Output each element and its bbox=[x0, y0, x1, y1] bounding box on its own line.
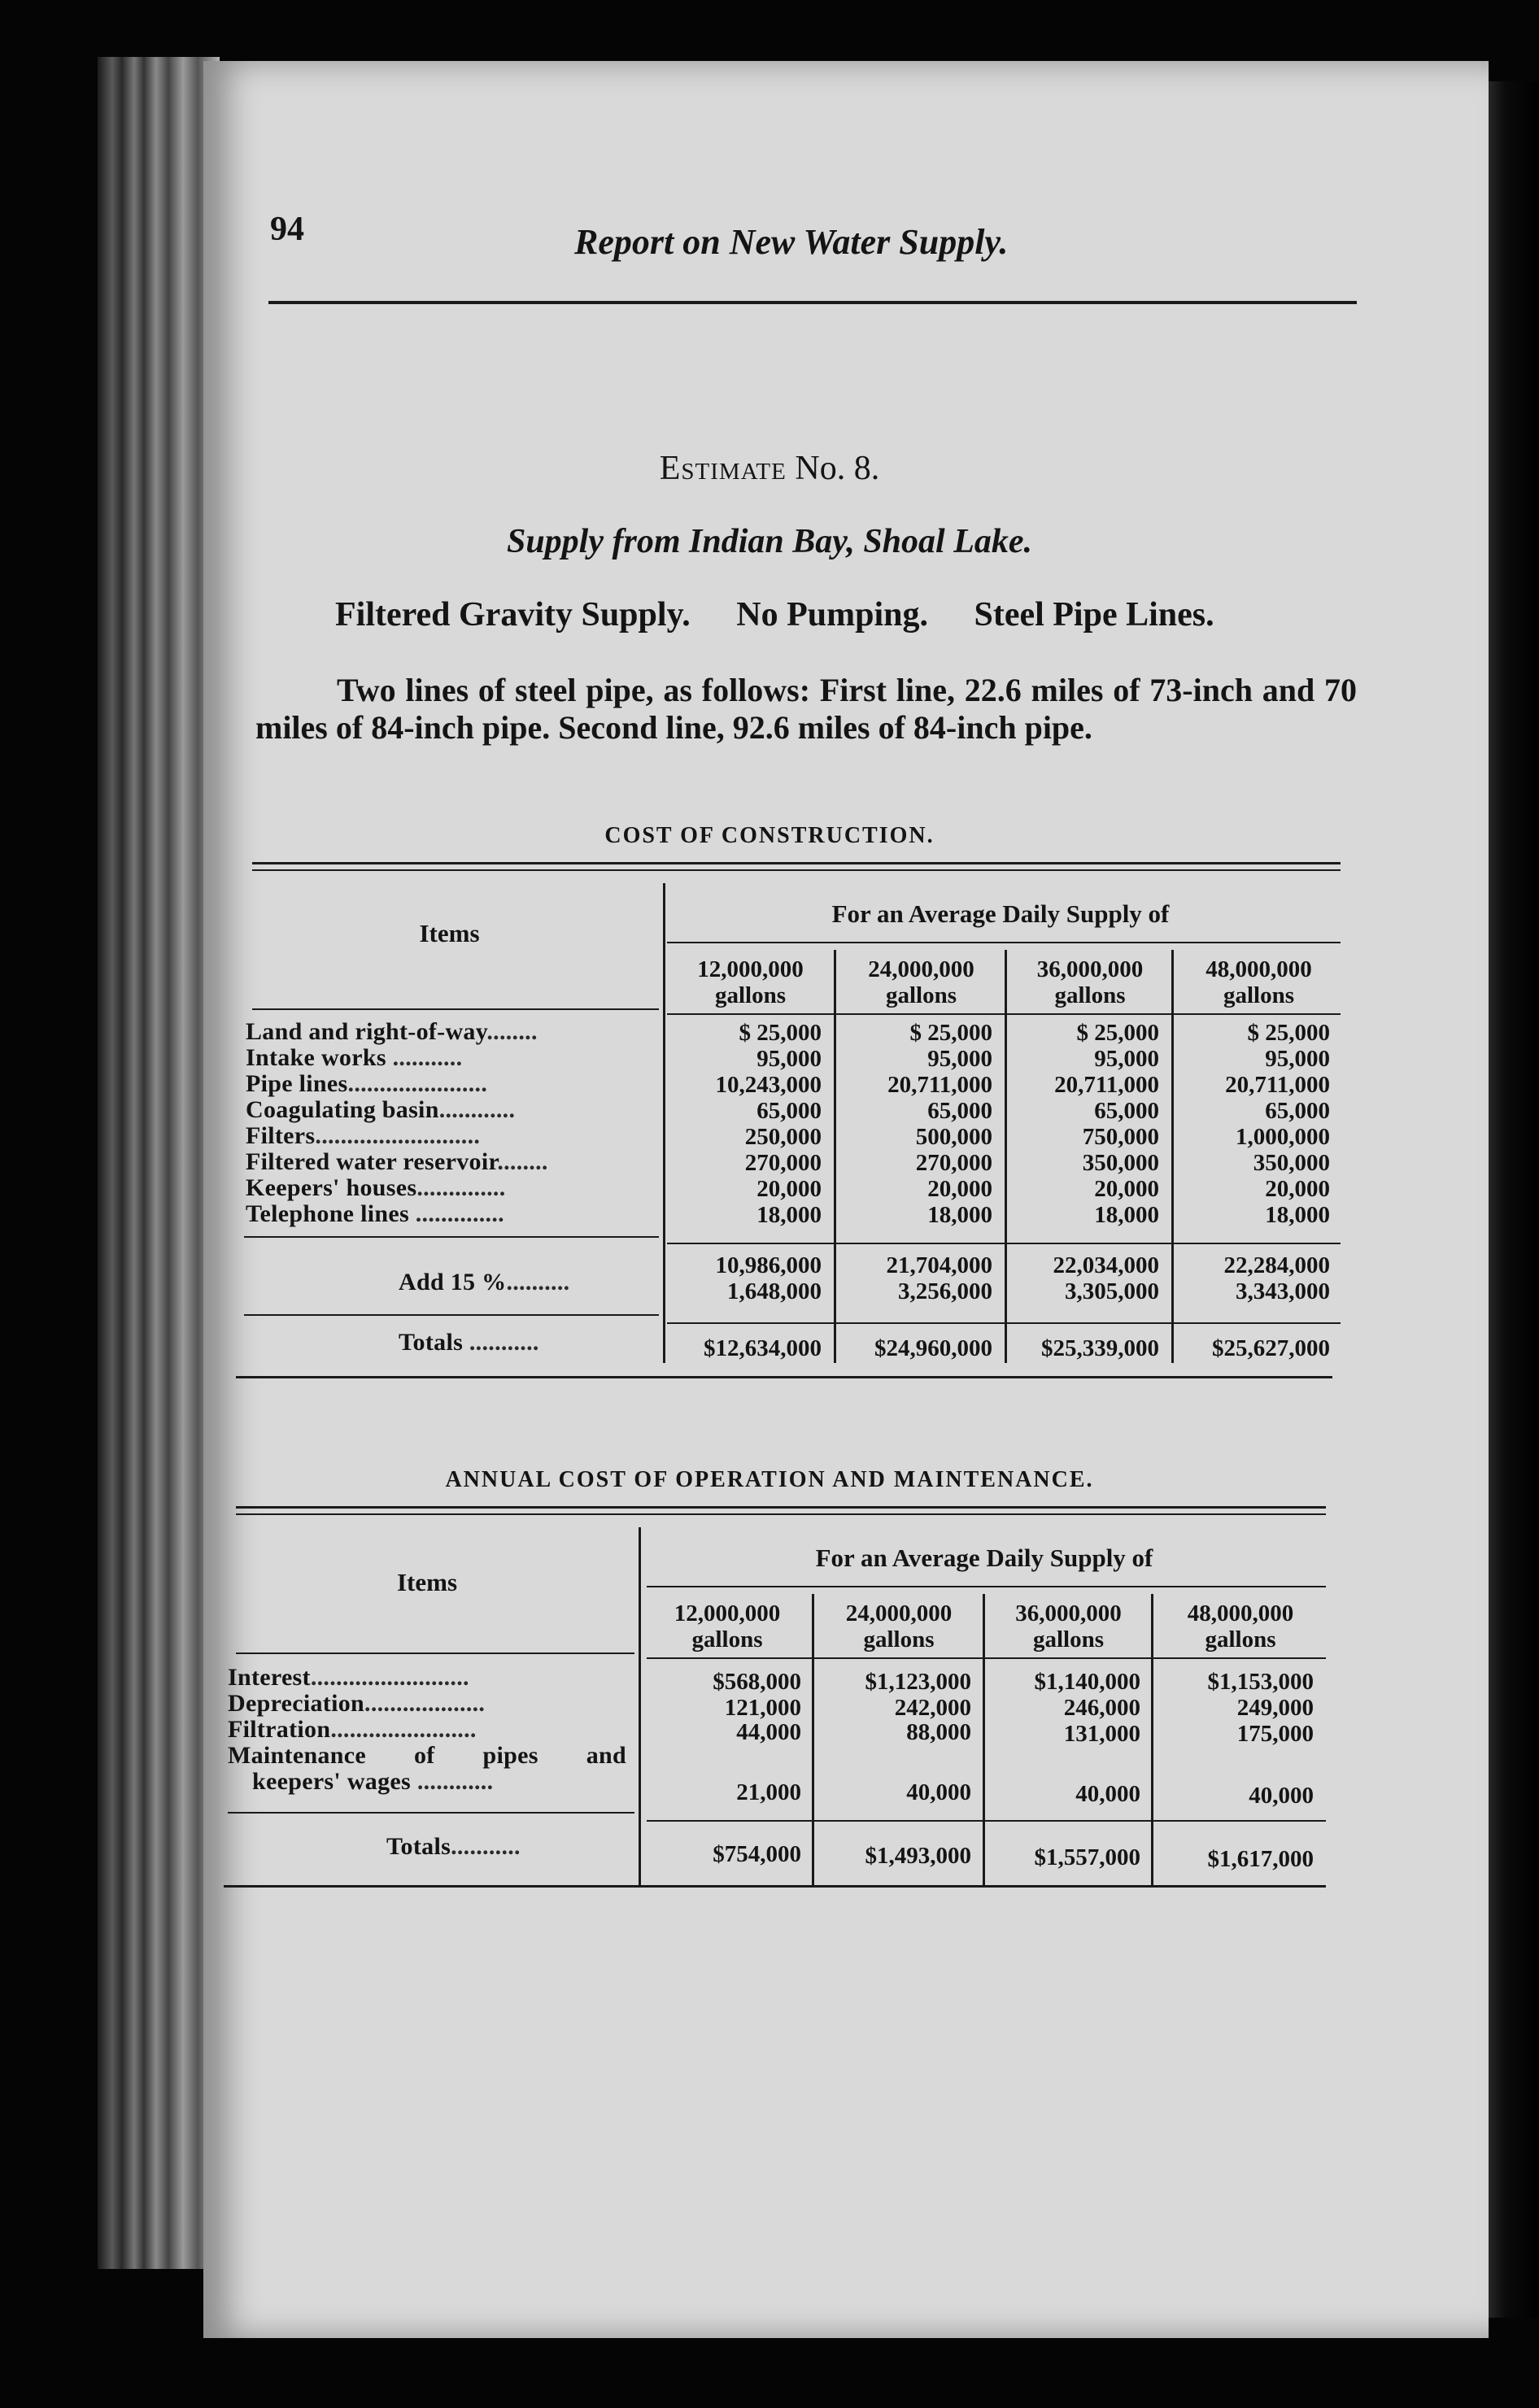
cell-value: 18,000 bbox=[1094, 1202, 1159, 1228]
supply-type-filtered: Filtered Gravity Supply. bbox=[335, 596, 691, 634]
row-label bbox=[246, 1122, 480, 1150]
items-header: Items bbox=[396, 1568, 458, 1596]
totals-text: Totals bbox=[399, 1329, 464, 1356]
column-unit: gallons bbox=[1054, 982, 1126, 1008]
supply-source-heading: Supply from Indian Bay, Shoal Lake. bbox=[506, 523, 1033, 560]
total-value: $25,627,000 bbox=[1212, 1335, 1330, 1361]
cell-value: 65,000 bbox=[927, 1098, 992, 1124]
column-header-3 bbox=[1009, 956, 1171, 1008]
cell-value: 20,000 bbox=[927, 1176, 992, 1202]
column-header-2 bbox=[815, 1600, 983, 1653]
row-label-text: Filters bbox=[246, 1122, 316, 1149]
column-unit: gallons bbox=[863, 1626, 935, 1653]
book-page-edges bbox=[98, 57, 220, 2269]
cell-value: 249,000 bbox=[1236, 1695, 1314, 1721]
cell-value: 20,711,000 bbox=[1054, 1072, 1159, 1098]
column-header-3 bbox=[986, 1600, 1151, 1653]
leader-dots: ....................... bbox=[330, 1716, 477, 1743]
row-label bbox=[246, 1018, 538, 1046]
row-label bbox=[228, 1716, 477, 1744]
pipe-description: Two lines of steel pipe, as follows: First line, 22.6 miles of 73-inch and 70 miles of 84-inch pipe. Second line, 92.6 miles of 84-inch pipe. bbox=[255, 672, 1357, 746]
construction-table bbox=[244, 862, 1342, 1439]
row-label-text: Keepers' houses bbox=[246, 1174, 417, 1201]
total-value: $24,960,000 bbox=[874, 1335, 992, 1361]
row-label bbox=[228, 1690, 485, 1718]
cell-value: 20,000 bbox=[1265, 1176, 1330, 1202]
row-label bbox=[246, 1096, 515, 1124]
column-unit: gallons bbox=[1205, 1626, 1276, 1653]
column-volume: 36,000,000 bbox=[1015, 1600, 1122, 1626]
totals-rule bbox=[667, 1322, 1341, 1324]
cell-value: 95,000 bbox=[1094, 1046, 1159, 1072]
row-label-text: Intake works bbox=[246, 1044, 386, 1071]
row-label bbox=[246, 1044, 462, 1072]
cell-value: $ 25,000 bbox=[1076, 1020, 1159, 1046]
cell-value: $1,140,000 bbox=[1034, 1669, 1140, 1695]
leader-dots: .............. bbox=[416, 1174, 506, 1201]
row-label bbox=[246, 1174, 506, 1202]
cell-value: 121,000 bbox=[724, 1695, 801, 1721]
cell-value: 65,000 bbox=[756, 1098, 822, 1124]
row-label bbox=[246, 1200, 504, 1228]
header-rule bbox=[268, 301, 1357, 304]
add-percent-value: 3,343,000 bbox=[1236, 1278, 1330, 1304]
total-value: $25,339,000 bbox=[1041, 1335, 1159, 1361]
leader-dots: .......... bbox=[506, 1269, 570, 1295]
subtotal-value: 22,284,000 bbox=[1223, 1252, 1330, 1278]
estimate-title bbox=[0, 449, 1539, 488]
cell-value: $ 25,000 bbox=[1247, 1020, 1330, 1046]
table-bottom-rule bbox=[224, 1885, 1326, 1888]
total-value: $1,493,000 bbox=[865, 1843, 971, 1869]
leader-dots: ...................... bbox=[347, 1070, 488, 1097]
column-volume: 24,000,000 bbox=[845, 1600, 953, 1626]
cell-value: 270,000 bbox=[744, 1150, 822, 1176]
column-unit: gallons bbox=[1032, 1626, 1105, 1653]
cell-value: 18,000 bbox=[1265, 1202, 1330, 1228]
span-header: For an Average Daily Supply of bbox=[831, 899, 1170, 928]
cell-value: 88,000 bbox=[906, 1719, 971, 1745]
leader-dots: ........ bbox=[486, 1018, 538, 1045]
column-divider bbox=[1005, 950, 1007, 1363]
leader-dots: ........ bbox=[497, 1148, 548, 1175]
cell-value: 20,000 bbox=[756, 1176, 822, 1202]
construction-title: COST OF CONSTRUCTION. bbox=[604, 823, 935, 848]
running-head: Report on New Water Supply. bbox=[574, 222, 1009, 262]
leader-dots: .............. bbox=[415, 1200, 504, 1227]
header-rule bbox=[667, 1013, 1341, 1015]
cell-value: 40,000 bbox=[1075, 1781, 1140, 1807]
column-volume: 36,000,000 bbox=[1036, 956, 1144, 982]
row-label-text: Pipe lines bbox=[246, 1070, 348, 1097]
supply-type-pipe: Steel Pipe Lines. bbox=[974, 596, 1214, 634]
cell-value: 95,000 bbox=[927, 1046, 992, 1072]
column-volume: 12,000,000 bbox=[674, 1600, 781, 1626]
subtotal-rule bbox=[244, 1236, 659, 1238]
cell-value: $1,153,000 bbox=[1207, 1669, 1314, 1695]
page-number: 94 bbox=[270, 211, 304, 248]
totals-rule bbox=[244, 1314, 659, 1316]
column-header-4 bbox=[1155, 1600, 1326, 1653]
cell-value: 20,000 bbox=[1094, 1176, 1159, 1202]
cell-value: $568,000 bbox=[713, 1669, 801, 1695]
supply-type-pumping: No Pumping. bbox=[736, 596, 928, 634]
column-header-1 bbox=[643, 1600, 812, 1653]
add-percent-value: 3,305,000 bbox=[1065, 1278, 1159, 1304]
column-divider bbox=[663, 883, 665, 1363]
column-header-2 bbox=[838, 956, 1005, 1008]
row-label-text: Land and right-of-way bbox=[246, 1018, 487, 1045]
header-rule bbox=[252, 1008, 659, 1010]
row-label-text: keepers' wages bbox=[252, 1768, 411, 1795]
cell-value: 10,243,000 bbox=[715, 1072, 822, 1098]
row-label: Maintenance of pipes and bbox=[228, 1742, 626, 1769]
cell-value: 350,000 bbox=[1082, 1150, 1159, 1176]
column-unit: gallons bbox=[885, 982, 957, 1008]
table-top-rule bbox=[236, 1506, 1326, 1509]
add-percent-label bbox=[399, 1269, 569, 1296]
row-label-text: Interest bbox=[228, 1664, 311, 1691]
cell-value: 250,000 bbox=[744, 1124, 822, 1150]
cell-value: 20,711,000 bbox=[1225, 1072, 1330, 1098]
column-divider bbox=[1171, 950, 1174, 1363]
totals-label bbox=[386, 1833, 521, 1861]
table-bottom-rule bbox=[236, 1376, 1332, 1378]
row-label-continued bbox=[252, 1768, 493, 1796]
row-label bbox=[228, 1664, 469, 1692]
total-value: $12,634,000 bbox=[704, 1335, 822, 1361]
operation-title: ANNUAL COST OF OPERATION AND MAINTENANCE. bbox=[445, 1467, 1094, 1492]
column-unit: gallons bbox=[714, 982, 787, 1008]
column-divider bbox=[639, 1527, 641, 1885]
leader-dots: .......................... bbox=[315, 1122, 481, 1149]
column-divider bbox=[834, 950, 836, 1363]
totals-text: Totals bbox=[386, 1833, 451, 1860]
total-value: $1,617,000 bbox=[1207, 1846, 1314, 1872]
leader-dots: ............ bbox=[438, 1096, 516, 1123]
cell-value: 20,711,000 bbox=[887, 1072, 992, 1098]
leader-dots: ......................... bbox=[310, 1664, 469, 1691]
leader-dots: ................... bbox=[364, 1690, 486, 1717]
column-volume: 24,000,000 bbox=[868, 956, 974, 982]
add-percent-value: 3,256,000 bbox=[898, 1278, 992, 1304]
cell-value: 246,000 bbox=[1063, 1695, 1140, 1721]
cell-value: $ 25,000 bbox=[909, 1020, 992, 1046]
header-rule bbox=[236, 1653, 634, 1654]
row-label-text: Filtration bbox=[228, 1716, 331, 1743]
cell-value: 65,000 bbox=[1265, 1098, 1330, 1124]
column-divider bbox=[983, 1594, 985, 1885]
estimate-word: Estimate bbox=[659, 450, 787, 487]
totals-rule bbox=[647, 1820, 1326, 1822]
leader-dots: ........... bbox=[392, 1044, 463, 1071]
cell-value: 500,000 bbox=[915, 1124, 992, 1150]
cell-value: 21,000 bbox=[736, 1779, 801, 1805]
row-label bbox=[246, 1148, 548, 1176]
cell-value: 1,000,000 bbox=[1236, 1124, 1330, 1150]
operation-table bbox=[228, 1506, 1326, 1913]
cell-value: 40,000 bbox=[1249, 1783, 1314, 1809]
table-top-rule bbox=[252, 862, 1341, 864]
row-label-text: Telephone lines bbox=[246, 1200, 409, 1227]
subtotal-rule bbox=[667, 1243, 1341, 1244]
add-percent-text: Add 15 % bbox=[399, 1269, 507, 1295]
cell-value: 350,000 bbox=[1253, 1150, 1330, 1176]
column-header-1 bbox=[667, 956, 834, 1008]
cell-value: $ 25,000 bbox=[739, 1020, 822, 1046]
total-value: $754,000 bbox=[713, 1841, 801, 1867]
row-label-text: Depreciation bbox=[228, 1690, 365, 1717]
cell-value: 95,000 bbox=[1265, 1046, 1330, 1072]
header-rule bbox=[647, 1586, 1326, 1587]
column-header-4 bbox=[1175, 956, 1342, 1008]
cell-value: 44,000 bbox=[736, 1719, 801, 1745]
add-percent-value: 1,648,000 bbox=[727, 1278, 822, 1304]
table-top-rule-2 bbox=[252, 869, 1341, 871]
items-header: Items bbox=[419, 919, 480, 947]
cell-value: 131,000 bbox=[1063, 1721, 1140, 1747]
header-rule bbox=[667, 942, 1341, 943]
cell-value: 750,000 bbox=[1082, 1124, 1159, 1150]
subtotal-value: 22,034,000 bbox=[1053, 1252, 1159, 1278]
table-top-rule-2 bbox=[236, 1513, 1326, 1515]
total-value: $1,557,000 bbox=[1034, 1844, 1140, 1870]
cell-value: $1,123,000 bbox=[865, 1669, 971, 1695]
cell-value: 40,000 bbox=[906, 1779, 971, 1805]
cell-value: 65,000 bbox=[1094, 1098, 1159, 1124]
span-header: For an Average Daily Supply of bbox=[815, 1544, 1153, 1572]
cell-value: 175,000 bbox=[1236, 1721, 1314, 1747]
leader-dots: ............ bbox=[416, 1768, 494, 1795]
column-divider bbox=[1151, 1594, 1153, 1885]
header-rule bbox=[647, 1657, 1326, 1659]
leader-dots: ........... bbox=[469, 1329, 539, 1356]
column-volume: 48,000,000 bbox=[1187, 1600, 1294, 1626]
cell-value: 18,000 bbox=[756, 1202, 822, 1228]
estimate-number: No. 8. bbox=[795, 450, 880, 487]
subtotal-value: 10,986,000 bbox=[715, 1252, 822, 1278]
row-label-text: Coagulating basin bbox=[246, 1096, 439, 1123]
totals-rule bbox=[228, 1812, 634, 1814]
column-unit: gallons bbox=[691, 1626, 763, 1653]
subtotal-value: 21,704,000 bbox=[886, 1252, 992, 1278]
cell-value: 270,000 bbox=[915, 1150, 992, 1176]
column-volume: 48,000,000 bbox=[1205, 956, 1312, 982]
column-volume: 12,000,000 bbox=[697, 956, 804, 982]
leader-dots: ........... bbox=[451, 1833, 521, 1860]
cell-value: 242,000 bbox=[894, 1695, 971, 1721]
totals-label bbox=[399, 1329, 539, 1356]
row-label bbox=[246, 1070, 487, 1098]
column-unit: gallons bbox=[1223, 982, 1295, 1008]
cell-value: 95,000 bbox=[756, 1046, 822, 1072]
cell-value: 18,000 bbox=[927, 1202, 992, 1228]
row-label-text: Filtered water reservoir bbox=[246, 1148, 498, 1175]
supply-type-line bbox=[335, 595, 1252, 634]
column-divider bbox=[812, 1594, 814, 1885]
